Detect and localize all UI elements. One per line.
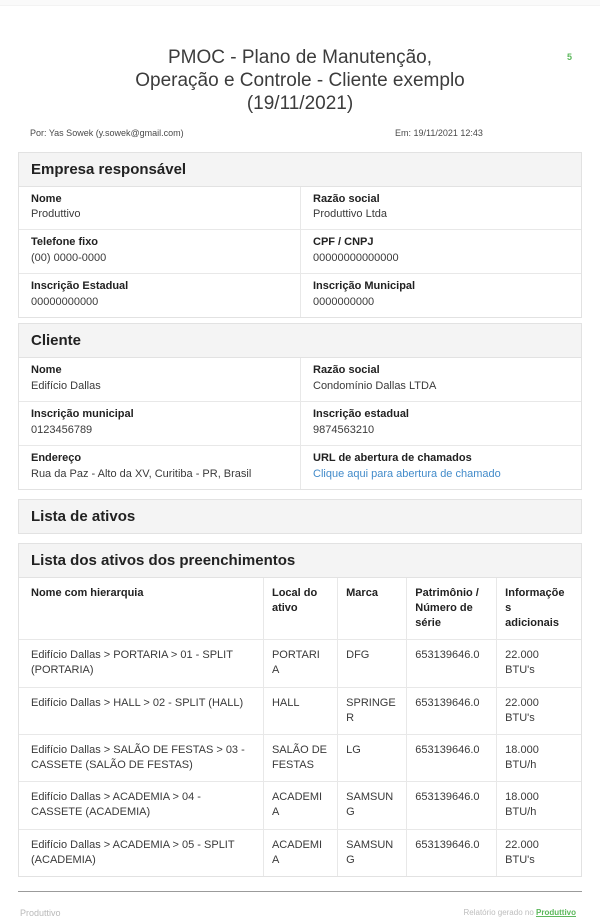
section-client — [18, 323, 582, 490]
table-row — [19, 687, 581, 734]
field-value: (00) 0000-0000 — [31, 252, 107, 265]
table-row — [19, 782, 581, 829]
cell-hierarchy: Edifício Dallas > PORTARIA > 01 - SPLIT (PORTARIA) — [19, 640, 263, 687]
field-label: Nome — [31, 364, 62, 377]
field-company-inscricao-municipal — [300, 273, 581, 317]
field-client-nome — [19, 358, 300, 401]
field-company-razao-social — [300, 187, 581, 230]
client-fields — [19, 358, 581, 489]
report-content — [18, 152, 582, 877]
field-label: Inscrição Municipal — [313, 280, 416, 293]
field-client-url-chamados — [300, 445, 581, 489]
field-label: CPF / CNPJ — [313, 236, 374, 249]
field-label: Endereço — [31, 451, 82, 464]
assets-table-header-row — [19, 578, 581, 640]
field-company-nome — [19, 187, 300, 230]
field-company-telefone — [19, 229, 300, 273]
cell-extra-info: 22.000 BTU's — [497, 640, 581, 687]
field-label: Razão social — [313, 192, 380, 205]
open-ticket-link[interactable]: Clique aqui para abertura de chamado — [313, 467, 501, 480]
cell-brand: LG — [338, 734, 407, 781]
col-header-brand: Marca — [338, 578, 407, 640]
cell-location: SALÃO DE FESTAS — [263, 734, 337, 781]
col-header-serial: Patrimônio / Número de série — [407, 578, 497, 640]
cell-extra-info: 18.000 BTU/h — [497, 782, 581, 829]
field-value: Produttivo Ltda — [313, 208, 387, 221]
page-title: PMOC - Plano de Manutenção, Operação e Controle - Cliente exemplo (19/11/2021) — [135, 47, 465, 115]
cell-location: PORTARIA — [263, 640, 337, 687]
field-value: Condomínio Dallas LTDA — [313, 380, 437, 393]
footer-generated-text: Relatório gerado no — [463, 908, 536, 917]
section-assets-table — [18, 543, 582, 877]
cell-serial: 653139646.0 — [407, 829, 497, 876]
page-number-badge: 5 — [566, 52, 572, 62]
section-assets-list — [18, 499, 582, 534]
field-value: Rua da Paz - Alto da XV, Curitiba - PR, Brasil — [31, 467, 252, 480]
field-value: 00000000000000 — [313, 252, 399, 265]
assets-table — [19, 578, 581, 876]
section-company-title: Empresa responsável — [19, 153, 581, 187]
cell-brand: SPRINGER — [338, 687, 407, 734]
cell-serial: 653139646.0 — [407, 687, 497, 734]
section-company — [18, 152, 582, 319]
field-value: 0000000000 — [313, 296, 375, 309]
company-fields — [19, 187, 581, 318]
section-assets-table-title: Lista dos ativos dos preenchimentos — [19, 544, 581, 578]
cell-extra-info: 18.000 BTU/h — [497, 734, 581, 781]
footer-produttivo-link[interactable]: Produttivo — [536, 908, 576, 917]
field-label: Nome — [31, 192, 62, 205]
cell-brand: SAMSUNG — [338, 829, 407, 876]
footer-generated-note — [464, 908, 577, 917]
field-label: Telefone fixo — [31, 236, 99, 249]
field-label: Inscrição Estadual — [31, 280, 129, 293]
cell-hierarchy: Edifício Dallas > SALÃO DE FESTAS > 03 - CASSETE (SALÃO DE FESTAS) — [19, 734, 263, 781]
cell-serial: 653139646.0 — [407, 640, 497, 687]
cell-hierarchy: Edifício Dallas > HALL > 02 - SPLIT (HALL) — [19, 687, 263, 734]
cell-location: ACADEMIA — [263, 782, 337, 829]
field-value: 9874563210 — [313, 423, 375, 436]
cell-extra-info: 22.000 BTU's — [497, 829, 581, 876]
field-label: Inscrição municipal — [31, 408, 134, 421]
cell-brand: SAMSUNG — [338, 782, 407, 829]
section-assets-list-title: Lista de ativos — [19, 500, 581, 533]
field-company-inscricao-estadual — [19, 273, 300, 317]
report-header — [0, 6, 600, 142]
field-value: 00000000000 — [31, 296, 99, 309]
cell-serial: 653139646.0 — [407, 782, 497, 829]
field-client-inscricao-estadual — [300, 401, 581, 445]
cell-hierarchy: Edifício Dallas > ACADEMIA > 05 - SPLIT (ACADEMIA) — [19, 829, 263, 876]
field-value: Edifício Dallas — [31, 380, 101, 393]
col-header-hierarchy: Nome com hierarquia — [19, 578, 263, 640]
report-meta — [30, 128, 570, 142]
field-value: 0123456789 — [31, 423, 93, 436]
field-client-razao-social — [300, 358, 581, 401]
field-label: Inscrição estadual — [313, 408, 409, 421]
field-company-cpf-cnpj — [300, 229, 581, 273]
footer — [20, 908, 580, 920]
section-client-title: Cliente — [19, 324, 581, 358]
cell-brand: DFG — [338, 640, 407, 687]
field-client-inscricao-municipal — [19, 401, 300, 445]
field-label: Razão social — [313, 364, 380, 377]
table-row — [19, 734, 581, 781]
report-author: Por: Yas Sowek (y.sowek@gmail.com) — [30, 127, 184, 138]
field-value: Produttivo — [31, 208, 81, 221]
cell-extra-info: 22.000 BTU's — [497, 687, 581, 734]
cell-serial: 653139646.0 — [407, 734, 497, 781]
footer-divider — [18, 891, 582, 892]
footer-brand: Produttivo — [20, 908, 61, 918]
col-header-extra-info: Informações adicionais — [505, 586, 565, 630]
table-row — [19, 640, 581, 687]
col-header-location: Local do ativo — [263, 578, 337, 640]
field-client-endereco — [19, 445, 300, 489]
cell-location: ACADEMIA — [263, 829, 337, 876]
cell-location: HALL — [263, 687, 337, 734]
table-row — [19, 829, 581, 876]
field-label: URL de abertura de chamados — [313, 451, 472, 464]
report-generated-at: Em: 19/11/2021 12:43 — [395, 127, 483, 138]
cell-hierarchy: Edifício Dallas > ACADEMIA > 04 - CASSETE (ACADEMIA) — [19, 782, 263, 829]
